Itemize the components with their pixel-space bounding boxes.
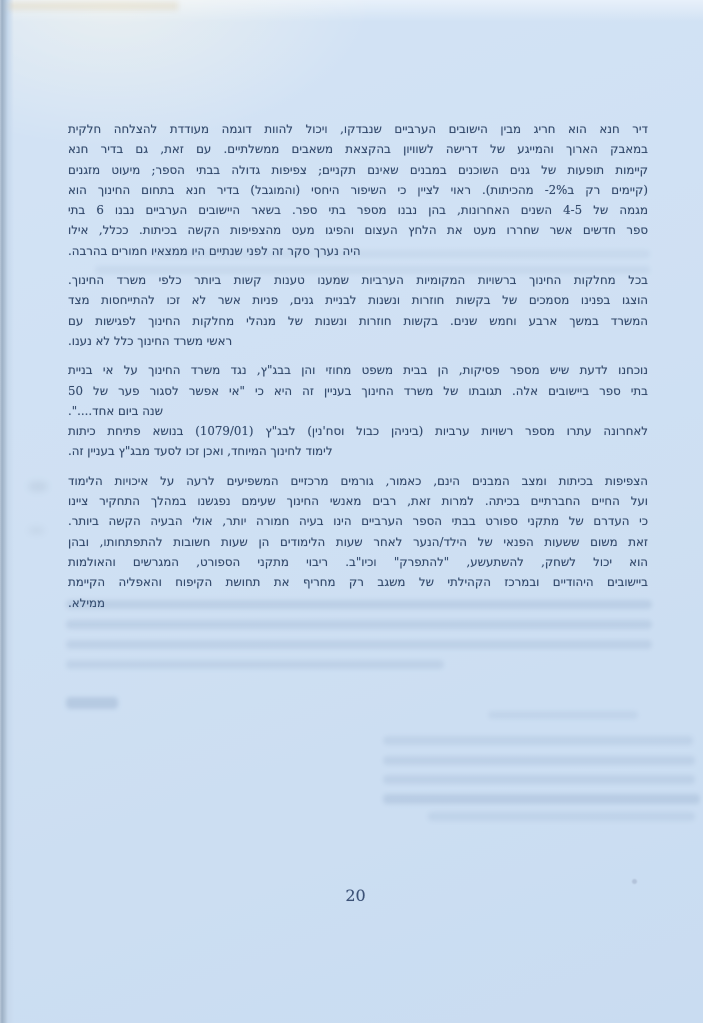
text-line: קיימות תופעות של גנים השוכנים במבנים שאינם תקניים; צפיפות גדולה בבתי הספר; מיעוט מזגנים — [68, 162, 648, 177]
bleedthrough-ghost-line — [428, 812, 695, 821]
page-number: 20 — [345, 886, 366, 905]
text-line: במאבק הארוך והמייגע של דרישה לשוויון בהקצאת משאבים ממשלתיים. עם זאת, גם בדיר חנא — [68, 142, 648, 157]
bleedthrough-ghost-line — [488, 711, 638, 719]
text-line: המשרד במשך ארבע וחמש שנים. בקשות חוזרות ונשנות של מנהלי מחלקות החינוך לפגישות עם — [68, 313, 648, 328]
bleedthrough-ghost-line — [383, 756, 695, 765]
text-line: היה נערך סקר זה לפני שנתיים היו ממצאיו חמורים בהרבה. — [68, 243, 361, 258]
document-text-block — [68, 119, 648, 622]
text-line: בתי ספר ביישובים אלה. תגובתו של משרד החינוך בעניין זה היא כי "אי אפשר לסגור פער של 50 — [68, 383, 648, 398]
scan-smudge — [330, 275, 344, 283]
bleedthrough-ghost-line — [66, 620, 652, 629]
text-line: בכל מחלקות החינוך ברשויות המקומיות הערביות שמענו טענות קשות ביותר כלפי משרד החינוך. — [68, 273, 648, 288]
bleedthrough-ghost-line — [383, 736, 693, 745]
text-line: הוא יכול לשחק, להשתעשע, "להתפרק" וכיו"ב. ריבוי מתקני הספורט, המגרשים והאולמות — [68, 554, 648, 569]
scan-light-streak — [8, 2, 178, 10]
paragraph — [68, 119, 648, 261]
text-line: ביישובים היהודיים ובמרכז הקהילתי של משגב רק מחריף את תחושת הקיפוח והאפליה הקיימת — [68, 575, 648, 590]
scan-dot-artifact — [632, 879, 637, 884]
text-line: ממילא. — [68, 595, 106, 610]
text-line: ראשי משרד החינוך כלל לא נענו. — [68, 333, 233, 348]
text-line: שנה ביום אחד....". — [68, 403, 163, 418]
paragraph — [68, 360, 648, 461]
bleedthrough-ghost-line — [383, 794, 700, 804]
bleedthrough-ghost-line — [66, 600, 652, 609]
text-line: לימוד לחינוך המיוחד, ואכן זכו לסעד מבג"ץ בעניין זה. — [68, 444, 333, 459]
text-line: כי העדרם של מתקני ספורט בבתי הספר הערביים הינו בעיה חמורה יותר, אולי הבעיה הקשה ביותר. — [68, 514, 648, 529]
bleedthrough-ghost-line — [95, 266, 650, 274]
page-edge-shadow — [0, 0, 14, 1023]
text-line: דיר חנא הוא חריג מבין הישובים הערביים שנבדקו, ויכול להוות דוגמה מעודדת להצלחה חלקית — [68, 122, 648, 136]
text-line: הוצגו בפנינו מסמכים של בקשות חוזרות ונשנות לבניית גנים, פניות אשר לא זכו להתייחסות מצד — [68, 293, 648, 308]
scan-smudge — [28, 481, 48, 492]
text-line: מגמה של 4-5 השנים האחרונות, בהן נבנו מספר בתי ספר. בשאר היישובים הערביים נבנו 6 בתי — [68, 203, 648, 218]
bleedthrough-ghost-line — [383, 775, 695, 784]
bleedthrough-ghost-line — [66, 697, 118, 709]
text-line: הצפיפות בכיתות ומצב המבנים הינם, כאמור, גורמים מרכזיים המשפיעים לרעה על איכויות הלימוד — [68, 473, 648, 488]
paragraph — [68, 471, 648, 613]
bleedthrough-ghost-line — [150, 250, 650, 258]
text-line: נוכחנו לדעת שיש מספר פסיקות, הן בבית משפט מחוזי והן בבג"ץ, נגד משרד החינוך על אי בניית — [68, 363, 648, 378]
text-line: ספר חדשים אשר שחררו מעט את הלחץ העצום והפיגו מעט מהצפיפות הקשה בכיתות. ככלל, אילו — [68, 223, 648, 238]
scan-smudge — [28, 526, 45, 535]
bleedthrough-ghost-line — [66, 660, 444, 669]
text-line: לאחרונה עתרו מספר רשויות ערביות (ביניהן כבול וסח'נין) לבג"ץ (1079/01) בנושא פתיחת כיתות — [68, 424, 648, 439]
bleedthrough-ghost-line — [66, 640, 652, 649]
text-line: זאת משום ששעות הפנאי של הילד/הנער לאחר שעות הלימודים הן שעות חשובות להתפתחותו, ובהן — [68, 534, 648, 549]
paragraph — [68, 270, 648, 351]
text-line: ועל החיים החברתיים בכיתה. למרות זאת, רבים מאנשי החינוך שעימם נפגשנו במהלך התחקיר ציינו — [68, 494, 648, 509]
text-line: (קיימים רק ב‭-2%‬ מהכיתות). ראוי לציין כי השיפור היחסי (והמוגבל) בדיר חנא בתחום החינוך הוא — [68, 182, 648, 197]
